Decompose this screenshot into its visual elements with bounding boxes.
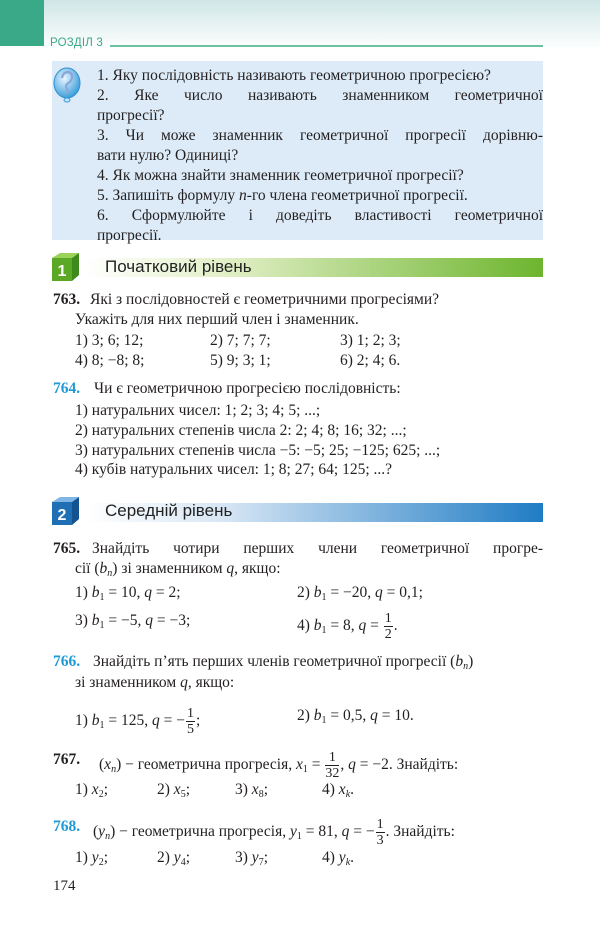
math-variable: b	[91, 612, 100, 629]
math-variable: y	[338, 849, 346, 866]
exercise-text	[92, 539, 543, 559]
text-segment: = 10,	[104, 584, 145, 601]
question-line	[97, 226, 543, 246]
question-line	[97, 186, 543, 206]
exercise-item	[75, 421, 407, 441]
math-variable: x	[251, 781, 259, 798]
exercise-text	[93, 817, 455, 848]
math-subscript: 2	[98, 857, 104, 868]
text-segment: 4) кубів натуральних чисел: 1; 8; 27; 64; 125; ...?	[75, 461, 393, 478]
fraction-denominator: 3	[376, 833, 384, 848]
text-segment: 1. Яку послідовність називають геометричною прогресією?	[97, 67, 491, 84]
math-subscript: 4	[180, 857, 186, 868]
math-subscript: 1	[99, 720, 105, 732]
math-variable: n	[239, 187, 247, 204]
math-variable: q	[341, 823, 350, 841]
text-segment: 4. Як можна знайти знаменник геометричної прогресії?	[97, 167, 464, 184]
exercise-item	[75, 441, 440, 461]
exercise-text	[94, 379, 401, 399]
math-subscript: 1	[296, 831, 302, 843]
math-subscript: 7	[258, 857, 264, 868]
text-segment: прогресії.	[97, 227, 162, 244]
text-segment: ;	[263, 781, 268, 798]
exercise-number: 765.	[53, 540, 81, 557]
text-segment: 2. Яке число називають знаменником геометричної	[97, 87, 543, 104]
fraction-numerator: 1	[376, 817, 384, 832]
math-variable: q	[152, 712, 160, 730]
question-line	[97, 166, 543, 186]
text-segment: 3)	[235, 781, 252, 798]
fraction-numerator: 1	[187, 706, 195, 721]
text-segment: ) зі знаменником	[112, 560, 227, 577]
exercise-item	[322, 848, 354, 868]
text-segment: сії (	[75, 560, 100, 577]
text-segment: прогресії?	[97, 107, 165, 124]
text-segment: = 8,	[326, 617, 359, 635]
fraction-denominator: 5	[187, 722, 195, 737]
text-segment: 1)	[75, 781, 92, 798]
question-line	[97, 126, 543, 146]
text-segment: зі знаменником	[75, 674, 181, 691]
text-segment: Укажіть для них перший член і знаменник.	[75, 311, 359, 328]
level-2-title: Середній рівень	[105, 501, 233, 520]
text-segment: .	[350, 781, 355, 798]
exercise-item	[297, 706, 414, 726]
math-subscript: 2	[98, 789, 104, 800]
text-segment: ;	[185, 781, 190, 798]
text-segment: 5. Запишіть формулу	[97, 187, 240, 204]
text-segment: , якщо:	[234, 560, 281, 577]
exercise-item	[75, 848, 108, 868]
exercise-text	[75, 559, 281, 579]
exercise-number: 767.	[53, 751, 81, 768]
fraction-numerator: 1	[325, 750, 339, 766]
text-segment: 1)	[75, 849, 92, 866]
math-variable: b	[455, 653, 464, 670]
question-line	[97, 206, 543, 226]
text-segment: 2)	[157, 781, 174, 798]
text-segment: = −	[349, 823, 375, 841]
text-segment: = 81,	[301, 823, 342, 841]
math-variable: q	[145, 612, 154, 629]
text-segment: , якщо:	[187, 674, 235, 691]
exercise-item	[297, 611, 398, 642]
text-segment: ,	[340, 756, 349, 774]
text-segment: =	[366, 617, 383, 635]
text-segment: )	[468, 653, 474, 670]
math-subscript: 1	[99, 620, 105, 631]
math-fraction	[376, 817, 385, 848]
text-segment: ) − геометрична прогресія,	[116, 756, 296, 774]
text-segment: = −	[159, 712, 186, 730]
math-subscript: 1	[321, 715, 327, 726]
exercise-item	[210, 351, 271, 371]
math-fraction	[186, 706, 195, 737]
page-number: 174	[53, 878, 76, 894]
text-segment: . Знайдіть:	[385, 823, 455, 841]
question-line	[97, 66, 543, 86]
question-line	[97, 86, 543, 106]
math-variable: q	[226, 560, 235, 577]
text-segment: = −20,	[326, 584, 376, 601]
math-variable: q	[375, 584, 383, 601]
text-segment: 3) натуральних степенів числа −5: −5; 25; −125; 625; ...;	[75, 442, 441, 459]
math-variable: x	[104, 756, 112, 774]
text-segment: = −3;	[153, 612, 191, 629]
math-variable: q	[358, 617, 367, 635]
section-label: РОЗДІЛ 3	[50, 37, 104, 49]
level-1-title: Початковий рівень	[105, 257, 252, 276]
text-segment: ;	[196, 712, 201, 730]
math-variable: q	[144, 584, 153, 601]
exercise-text	[99, 750, 458, 781]
exercise-item	[157, 848, 190, 868]
math-variable: y	[98, 823, 106, 841]
math-variable: b	[91, 584, 100, 601]
text-segment: 4)	[297, 617, 314, 635]
text-segment: 2) 7; 7; 7;	[210, 332, 271, 349]
math-variable: q	[180, 674, 188, 691]
exercise-text	[75, 310, 359, 330]
chapter-corner-tab	[0, 0, 44, 46]
text-segment: 2)	[297, 707, 314, 724]
exercise-item	[75, 460, 392, 480]
exercise-text	[93, 652, 473, 672]
exercise-item	[75, 706, 200, 737]
text-segment: вати нулю? Одиниці?	[97, 147, 239, 164]
text-segment: 2)	[157, 849, 174, 866]
math-subscript: n	[111, 764, 117, 776]
text-segment: 6. Сформулюйте і доведіть властивості геометричної	[97, 207, 543, 224]
exercise-item	[75, 331, 143, 351]
text-segment: Які з послідовностей є геометричними прогресіями?	[90, 291, 440, 308]
fraction-denominator: 2	[384, 627, 392, 642]
exercise-item	[75, 401, 320, 421]
math-variable: b	[313, 707, 322, 724]
math-variable: y	[91, 849, 99, 866]
exercise-number: 766.	[53, 653, 81, 670]
text-segment: 1) натуральних чисел: 1; 2; 3; 4; 5; ...;	[75, 402, 321, 419]
math-variable: b	[313, 617, 322, 635]
math-subscript: k	[345, 857, 351, 868]
text-segment: 3. Чи може знаменник геометричної прогресії дорівню-	[97, 127, 543, 144]
svg-text:1: 1	[57, 263, 67, 280]
exercise-text	[90, 290, 543, 310]
text-segment: .	[350, 849, 355, 866]
text-segment: 3) 1; 2; 3;	[340, 332, 401, 349]
math-subscript: n	[463, 661, 469, 672]
exercise-number: 763.	[53, 291, 81, 308]
exercise-number: 764.	[53, 380, 81, 397]
math-fraction	[325, 750, 339, 781]
text-segment: (	[99, 756, 105, 774]
text-segment: ;	[103, 849, 108, 866]
question-line	[97, 146, 543, 166]
text-segment: ) − геометрична прогресія,	[110, 823, 290, 841]
text-segment: 2)	[297, 584, 314, 601]
math-subscript: 8	[258, 789, 264, 800]
math-variable: b	[91, 712, 100, 730]
math-variable: x	[338, 781, 346, 798]
text-segment: (	[93, 823, 99, 841]
math-subscript: 1	[99, 592, 105, 603]
text-segment: 5) 9; 3; 1;	[210, 352, 271, 369]
math-variable: q	[348, 756, 356, 774]
text-segment: Знайдіть чотири перших члени геометричної прогре-	[92, 540, 543, 557]
text-segment: = 0,5,	[326, 707, 371, 724]
text-segment: 1)	[75, 712, 92, 730]
math-variable: y	[173, 849, 181, 866]
math-subscript: 1	[302, 764, 308, 776]
text-segment: 1)	[75, 584, 92, 601]
text-segment: Знайдіть п’ять перших членів геометричної прогресії (	[93, 653, 456, 670]
text-segment: Чи є геометричною прогресією послідовність:	[94, 380, 401, 397]
text-segment: =	[307, 756, 325, 774]
exercise-item	[75, 611, 190, 631]
exercise-item	[75, 351, 144, 371]
math-subscript: n	[107, 568, 113, 579]
math-variable: y	[251, 849, 259, 866]
math-subscript: k	[345, 789, 351, 800]
exercise-item	[75, 583, 181, 603]
exercise-item	[157, 780, 190, 800]
math-subscript: 1	[321, 625, 327, 637]
text-segment: ;	[185, 849, 190, 866]
math-variable: x	[91, 781, 99, 798]
math-variable: b	[99, 560, 108, 577]
svg-text:2: 2	[57, 507, 67, 524]
text-segment: 4)	[322, 849, 339, 866]
text-segment: = 10.	[377, 707, 414, 724]
exercise-item	[322, 780, 354, 800]
text-segment: 3)	[235, 849, 252, 866]
text-segment: 4)	[322, 781, 339, 798]
math-subscript: 5	[180, 789, 186, 800]
text-segment: 3)	[75, 612, 92, 629]
math-variable: b	[313, 584, 322, 601]
exercise-item	[297, 583, 423, 603]
text-segment: = −2. Знайдіть:	[355, 756, 459, 774]
text-segment: = 125,	[104, 712, 153, 730]
exercise-item	[340, 331, 401, 351]
math-variable: x	[295, 756, 303, 774]
exercise-item	[210, 331, 271, 351]
text-segment: .	[393, 617, 398, 635]
fraction-numerator: 1	[384, 611, 392, 626]
math-subscript: n	[105, 831, 111, 843]
math-fraction	[384, 611, 393, 642]
text-segment: 4) 8; −8; 8;	[75, 352, 145, 369]
math-variable: q	[370, 707, 378, 724]
math-variable: y	[289, 823, 297, 841]
text-segment: = −5,	[104, 612, 146, 629]
text-segment: 6) 2; 4; 6.	[340, 352, 401, 369]
text-segment: = 2;	[152, 584, 181, 601]
text-segment: 2) натуральних степенів числа 2: 2; 4; 8; 16; 32; ...;	[75, 422, 407, 439]
question-mark-icon	[53, 67, 81, 104]
text-segment: ;	[103, 781, 108, 798]
section-rule	[110, 45, 543, 47]
text-segment: -го члена геометричної прогресії.	[246, 187, 468, 204]
level-1-cube-icon	[52, 253, 79, 281]
text-segment: ;	[263, 849, 268, 866]
question-line	[97, 106, 543, 126]
exercise-text	[75, 673, 234, 693]
text-segment: = 0,1;	[382, 584, 423, 601]
math-subscript: 1	[321, 592, 327, 603]
exercise-item	[75, 780, 108, 800]
exercise-item	[235, 780, 268, 800]
fraction-denominator: 32	[325, 766, 340, 781]
exercise-item	[235, 848, 268, 868]
level-2-cube-icon	[52, 497, 79, 525]
math-variable: x	[173, 781, 181, 798]
exercise-number: 768.	[53, 818, 81, 835]
text-segment: 1) 3; 6; 12;	[75, 332, 144, 349]
exercise-item	[340, 351, 400, 371]
